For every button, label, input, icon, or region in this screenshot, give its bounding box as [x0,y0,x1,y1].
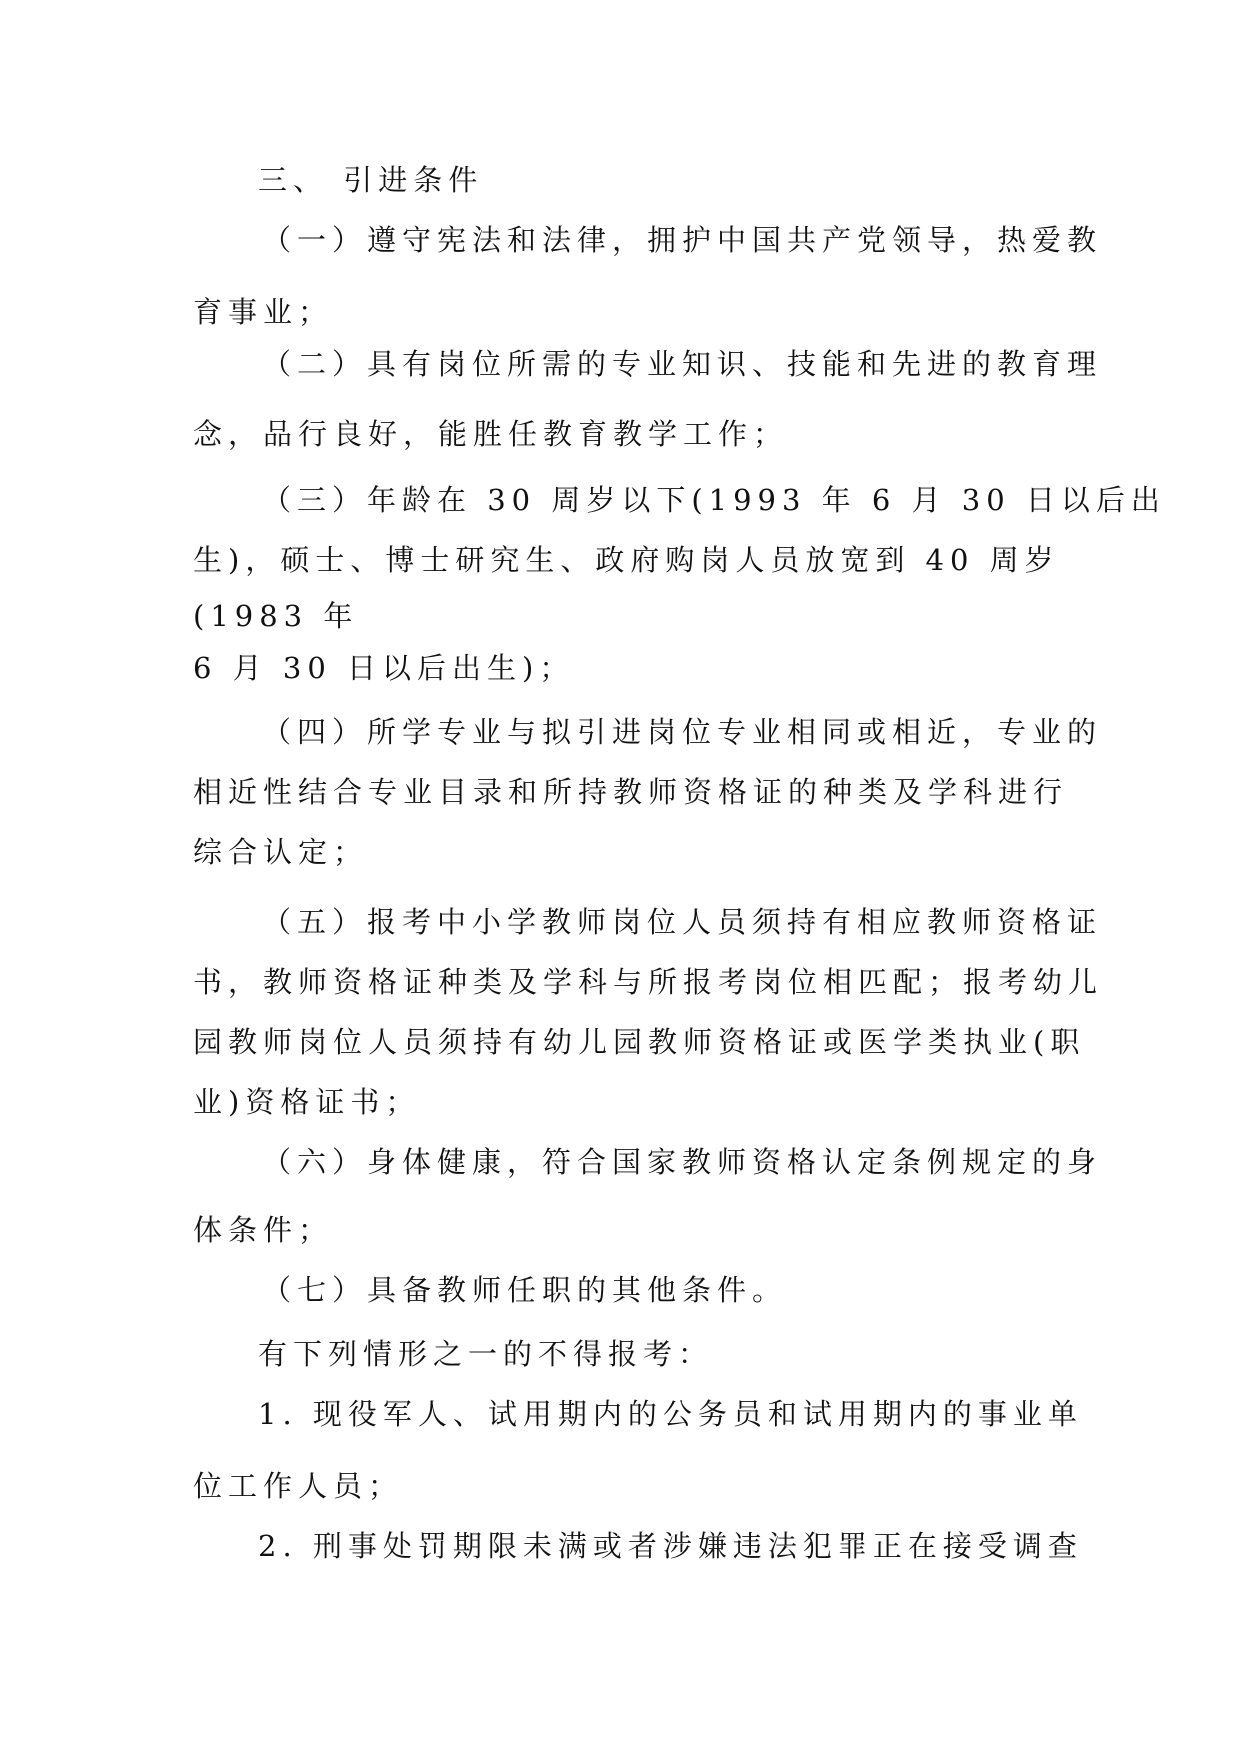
condition-4-line-2: 相近性结合专业目录和所持教师资格证的种类及学科进行 [193,775,1069,809]
condition-5-line-1: （五）报考中小学教师岗位人员须持有相应教师资格证 [262,905,1103,939]
condition-5-line-3: 园教师岗位人员须持有幼儿园教师资格证或医学类执业(职 [193,1025,1086,1059]
exclusion-2-line-1: 2. 刑事处罚期限未满或者涉嫌违法犯罪正在接受调查 [258,1529,1083,1563]
condition-2-line-2: 念，品行良好，能胜任教育教学工作； [193,417,789,451]
condition-1-line-1: （一）遵守宪法和法律，拥护中国共产党领导，热爱教 [262,223,1103,257]
condition-3-line-3: (1983 年 [193,599,359,633]
condition-5-line-4: 业)资格证书； [193,1085,421,1119]
exclusion-1-line-2: 位工作人员； [193,1469,404,1503]
condition-5-line-2: 书，教师资格证种类及学科与所报考岗位相匹配；报考幼儿 [193,965,1104,999]
exclusion-1-line-1: 1. 现役军人、试用期内的公务员和试用期内的事业单 [258,1397,1083,1431]
condition-2-line-1: （二）具有岗位所需的专业知识、技能和先进的教育理 [262,347,1103,381]
condition-1-line-2: 育事业； [193,295,334,329]
condition-6-line-2: 体条件； [193,1213,334,1247]
condition-6-line-1: （六）身体健康，符合国家教师资格认定条例规定的身 [262,1145,1103,1179]
condition-3-line-4: 6 月 30 日以后出生)； [193,651,575,685]
condition-7-line-1: （七）具备教师任职的其他条件。 [262,1273,788,1307]
exclusion-intro: 有下列情形之一的不得报考： [258,1337,714,1371]
condition-4-line-1: （四）所学专业与拟引进岗位专业相同或相近，专业的 [262,715,1103,749]
section-heading: 三、 引进条件 [258,163,484,197]
condition-3-line-1: （三）年龄在 30 周岁以下(1993 年 6 月 30 日以后出 [262,483,1166,517]
condition-3-line-2: 生)，硕士、博士研究生、政府购岗人员放宽到 40 周岁 [193,543,1060,577]
condition-4-line-3: 综合认定； [193,835,369,869]
